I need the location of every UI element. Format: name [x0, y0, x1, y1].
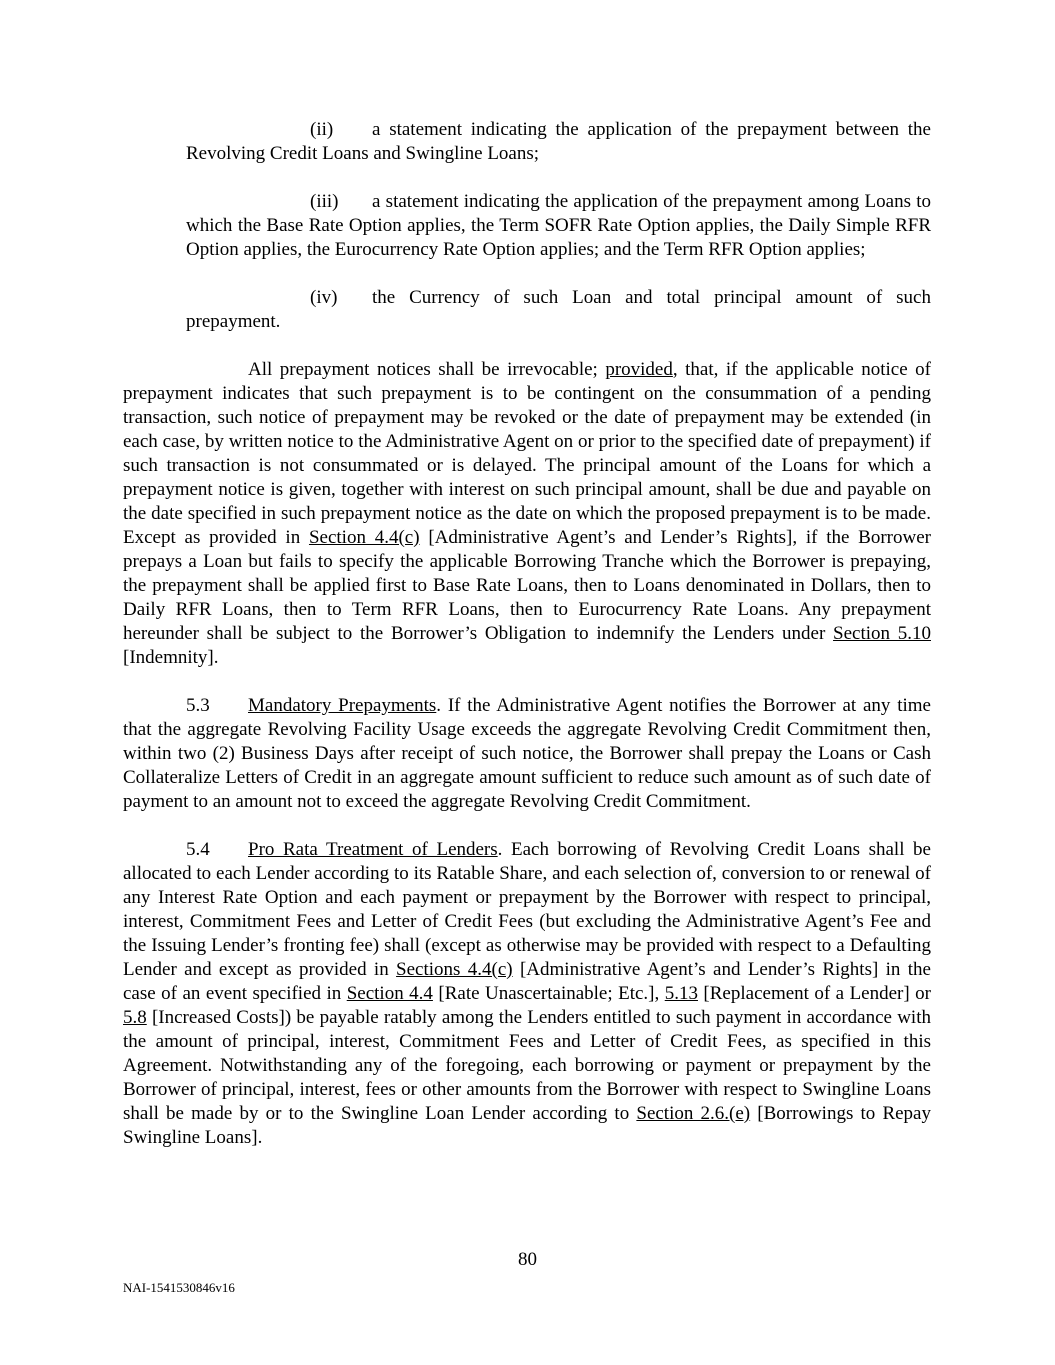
text-run: [Rate Unascertainable; Etc.], — [432, 983, 665, 1004]
text-run: [Increased Costs]) be payable ratably among the Lenders entitled to such payment in accordance with the amount of principal, interest, Commitment Fees and Letter of Credit Fees, as specified in this Agreement. Notwithstanding any of the foregoing, each borrowing or payment or prepayment by the Borrower of principal, interest, fees or other amounts from the Borrower with respect to Swingline Loans shall be made by or to the Swingline Loan Lender according to — [123, 1007, 931, 1124]
text-run: a statement indicating the application of the prepayment among Loans to which the Base Rate Option applies, the Term SOFR Rate Option applies, the Daily Simple RFR Option applies, the Eurocurrency Rate Option applies; and the Term RFR Option applies; — [186, 191, 931, 260]
text-run: , that, if the applicable notice of prepayment indicates that such prepayment is to be contingent on the consummation of a pending transaction, such notice of prepayment may be revoked or the date of prepayment may be extended (in each case, by written notice to the Administrative Agent on or prior to the specified date of prepayment) if such transaction is not consummated or is delayed. The principal amount of the Loans for which a prepayment notice is given, together with interest on such principal amount, shall be due and payable on the date specified in such prepayment notice as the date on which the proposed prepayment is to be made. Except as provided in — [123, 359, 931, 548]
text-run: the Currency of such Loan and total principal amount of such prepayment. — [186, 287, 931, 332]
text-run: [Replacement of a Lender] or — [697, 983, 931, 1004]
document-id-footer: NAI-1541530846v16 — [123, 1280, 235, 1295]
text-run: [Borrowings to Repay Swingline Loans]. — [123, 1103, 931, 1148]
text-run: . Each borrowing of Revolving Credit Loans shall be allocated to each Lender according to its Ratable Share, and each selection of, conversion to or renewal of any Interest Rate Option and each payment or prepayment by the Borrower with respect to principal, interest, Commitment Fees and Letter of Credit Fees (but excluding the Administrative Agent’s Fee and the Issuing Lender’s fronting fee) shall (except as otherwise may be provided with respect to a Defaulting Lender and except as provided in — [123, 839, 931, 980]
underlined-text: 5.8 — [123, 1007, 147, 1028]
paragraph-clause-ii — [186, 118, 931, 166]
paragraph-prepayment-notices — [123, 358, 931, 670]
paragraph-clause-iv — [186, 286, 931, 334]
text-run: All prepayment notices shall be irrevocable; — [248, 359, 606, 380]
underlined-text: Mandatory Prepayments — [248, 695, 437, 716]
underlined-text: 5.13 — [664, 983, 698, 1004]
underlined-text: Pro Rata Treatment of Lenders — [248, 839, 498, 860]
underlined-text: Section 5.10 — [833, 623, 931, 644]
paragraph-section-5-4 — [123, 838, 931, 1150]
text-run: a statement indicating the application of the prepayment between the Revolving Credit Loans and Swingline Loans; — [186, 119, 931, 164]
underlined-text: Section 4.4 — [346, 983, 433, 1004]
paragraph-section-5-3 — [123, 694, 931, 814]
text-run: . If the Administrative Agent notifies the Borrower at any time that the aggregate Revolving Facility Usage exceeds the aggregate Revolving Credit Commitment then, within two (2) Business Days after receipt of such notice, the Borrower shall prepay the Loans or Cash Collateralize Letters of Credit in an aggregate amount sufficient to reduce such amount as of such date of payment to an amount not to exceed the aggregate Revolving Credit Commitment. — [123, 695, 931, 812]
list-marker: (iv) — [310, 287, 338, 308]
list-marker: (ii) — [310, 119, 334, 140]
document-body — [123, 118, 931, 1174]
text-run: [Administrative Agent’s and Lender’s Rights], if the Borrower prepays a Loan but fails to specify the applicable Borrowing Tranche which the Borrower is prepaying, the prepayment shall be applied first to Base Rate Loans, then to Loans denominated in Dollars, then to Daily RFR Loans, then to Term RFR Loans, then to Eurocurrency Rate Loans. Any prepayment hereunder shall be subject to the Borrower’s Obligation to indemnify the Lenders under — [123, 527, 931, 644]
underlined-text: provided — [605, 359, 673, 380]
list-marker: 5.3 — [186, 695, 210, 716]
list-marker: 5.4 — [186, 839, 210, 860]
list-marker: (iii) — [310, 191, 339, 212]
page-number: 80 — [518, 1249, 537, 1270]
paragraph-clause-iii — [186, 190, 931, 262]
underlined-text: Section 4.4(c) — [308, 527, 420, 548]
underlined-text: Section 2.6.(e) — [636, 1103, 751, 1124]
text-run: [Indemnity]. — [123, 647, 219, 668]
underlined-text: Sections 4.4(c) — [396, 959, 513, 980]
text-run: [Administrative Agent’s and Lender’s Rights] in the case of an event specified in — [123, 959, 931, 1004]
